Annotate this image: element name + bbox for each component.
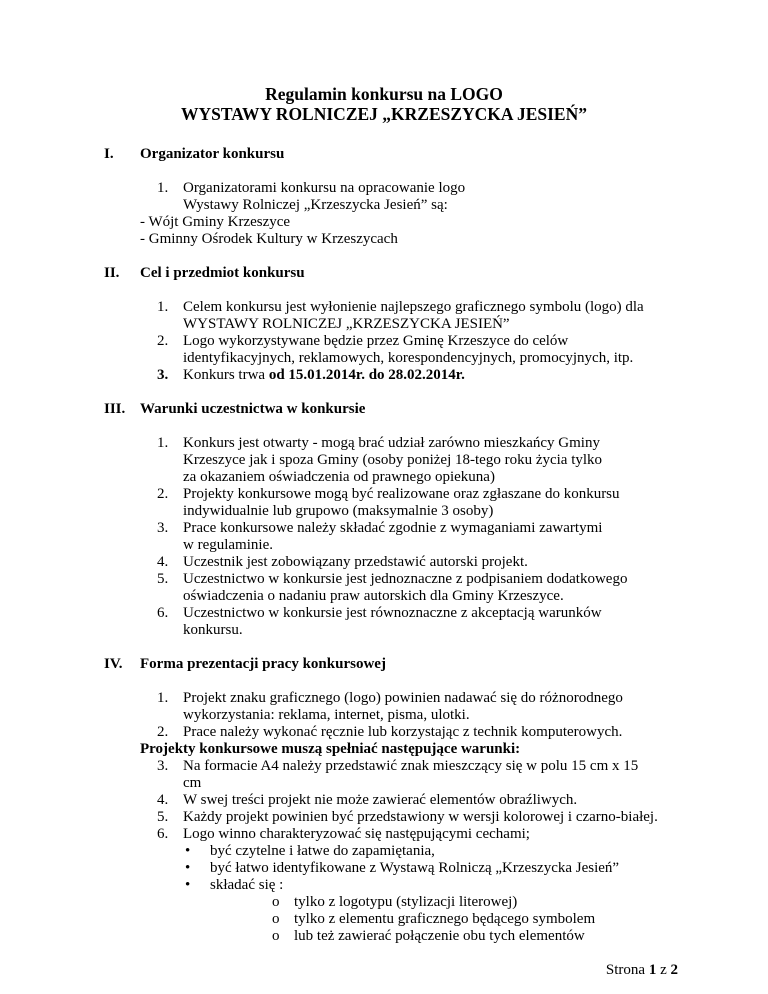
list-item-number: 5. — [157, 809, 169, 825]
list-item-number: 4. — [157, 554, 169, 570]
list-item-text: Na formacie A4 należy przedstawić znak mieszczący się w polu 15 cm x 15 — [183, 758, 639, 774]
page-number — [606, 962, 678, 979]
list-item-text: wykorzystania: reklama, internet, pisma, ulotki. — [183, 707, 470, 723]
list-item-text: za okazaniem oświadczenia od prawnego opiekuna) — [183, 469, 495, 485]
list-item-text: W swej treści projekt nie może zawierać elementów obraźliwych. — [183, 792, 578, 808]
page-number-total: 2 — [670, 962, 678, 978]
list-item-text — [183, 367, 465, 384]
bullet-icon: • — [185, 843, 191, 859]
section-4-heading: Forma prezentacji pracy konkursowej — [140, 656, 386, 672]
subbullet-icon: o — [272, 928, 280, 944]
list-item-number: 2. — [157, 333, 169, 349]
list-item-text: identyfikacyjnych, reklamowych, korespondencyjnych, promocyjnych, itp. — [183, 350, 634, 366]
list-item-text: Projekty konkursowe mogą być realizowane oraz zgłaszane do konkursu — [183, 486, 620, 502]
list-item-number: 3. — [157, 367, 169, 383]
list-item-text: Prace konkursowe należy składać zgodnie z wymaganiami zawartymi — [183, 520, 603, 536]
list-item-text: Uczestnik jest zobowiązany przedstawić autorski projekt. — [183, 554, 528, 570]
section-3-number: III. — [104, 401, 126, 417]
section-1-number: I. — [104, 146, 114, 162]
list-item-number: 6. — [157, 605, 169, 621]
contest-dates: od 15.01.2014r. do 28.02.2014r. — [268, 367, 465, 383]
list-item-text: Projekt znaku graficznego (logo) powinien nadawać się do różnorodnego — [183, 690, 623, 706]
bullet-item: być łatwo identyfikowane z Wystawą Rolniczą „Krzeszycka Jesień” — [210, 860, 620, 876]
list-item-number: 1. — [157, 299, 169, 315]
list-item-text: oświadczenia o nadaniu praw autorskich dla Gminy Krzeszyce. — [183, 588, 564, 604]
bullet-icon: • — [185, 860, 191, 876]
contest-duration-label: Konkurs trwa — [183, 367, 269, 383]
subbullet-item: tylko z elementu graficznego będącego symbolem — [294, 911, 596, 927]
list-item-number: 1. — [157, 690, 169, 706]
list-item-text: Konkurs jest otwarty - mogą brać udział zarówno mieszkańcy Gminy — [183, 435, 600, 451]
list-item-text: Prace należy wykonać ręcznie lub korzystając z technik komputerowych. — [183, 724, 623, 740]
list-item-text: konkursu. — [183, 622, 243, 638]
subbullet-item: lub też zawierać połączenie obu tych elementów — [294, 928, 585, 944]
list-item-text: Uczestnictwo w konkursie jest równoznaczne z akceptacją warunków — [183, 605, 602, 621]
document-title-line-1: Regulamin konkursu na LOGO — [265, 84, 503, 104]
bullet-item: składać się : — [210, 877, 284, 893]
list-item-number: 5. — [157, 571, 169, 587]
bullet-icon: • — [185, 877, 191, 893]
page-number-separator: z — [656, 962, 671, 978]
subbullet-icon: o — [272, 911, 280, 927]
list-item-text: Wystawy Rolniczej „Krzeszycka Jesień” są: — [183, 197, 448, 213]
list-item-text: Uczestnictwo w konkursie jest jednoznaczne z podpisaniem dodatkowego — [183, 571, 628, 587]
list-item-text: Celem konkursu jest wyłonienie najlepszego graficznego symbolu (logo) dla — [183, 299, 644, 315]
list-item-number: 3. — [157, 758, 169, 774]
list-item-number: 6. — [157, 826, 169, 842]
list-item-text: indywidualnie lub grupowo (maksymalnie 3 osoby) — [183, 503, 494, 519]
page-number-current: 1 — [648, 962, 657, 978]
section-3-heading: Warunki uczestnictwa w konkursie — [140, 401, 366, 417]
list-item-text: Logo winno charakteryzować się następującymi cechami; — [183, 826, 530, 842]
subbullet-icon: o — [272, 894, 280, 910]
requirements-subheading: Projekty konkursowe muszą spełniać następujące warunki: — [140, 741, 521, 757]
list-item-text: w regulaminie. — [183, 537, 273, 553]
list-item-number: 1. — [157, 435, 169, 451]
list-item-text: Krzeszyce jak i spoza Gminy (osoby poniżej 18-tego roku życia tylko — [183, 452, 603, 468]
list-item-number: 1. — [157, 180, 169, 196]
dash-item: - Gminny Ośrodek Kultury w Krzeszycach — [140, 231, 398, 247]
list-item-number: 2. — [157, 724, 169, 740]
list-item-text: cm — [183, 775, 202, 791]
bullet-item: być czytelne i łatwe do zapamiętania, — [210, 843, 435, 859]
section-2-heading: Cel i przedmiot konkursu — [140, 265, 305, 281]
section-4-number: IV. — [104, 656, 123, 672]
section-1-heading: Organizator konkursu — [140, 146, 285, 162]
list-item-number: 3. — [157, 520, 169, 536]
page-number-prefix: Strona — [605, 962, 649, 978]
section-2-number: II. — [104, 265, 120, 281]
list-item-text: Każdy projekt powinien być przedstawiony w wersji kolorowej i czarno-białej. — [183, 809, 658, 825]
list-item-number: 2. — [157, 486, 169, 502]
list-item-text: Logo wykorzystywane będzie przez Gminę Krzeszyce do celów — [183, 333, 569, 349]
subbullet-item: tylko z logotypu (stylizacji literowej) — [294, 894, 518, 910]
document-title-line-2: WYSTAWY ROLNICZEJ „KRZESZYCKA JESIEŃ” — [181, 104, 587, 124]
list-item-number: 4. — [157, 792, 169, 808]
list-item-text: Organizatorami konkursu na opracowanie logo — [183, 180, 466, 196]
list-item-text: WYSTAWY ROLNICZEJ „KRZESZYCKA JESIEŃ” — [183, 316, 510, 332]
dash-item: - Wójt Gminy Krzeszyce — [140, 214, 291, 230]
